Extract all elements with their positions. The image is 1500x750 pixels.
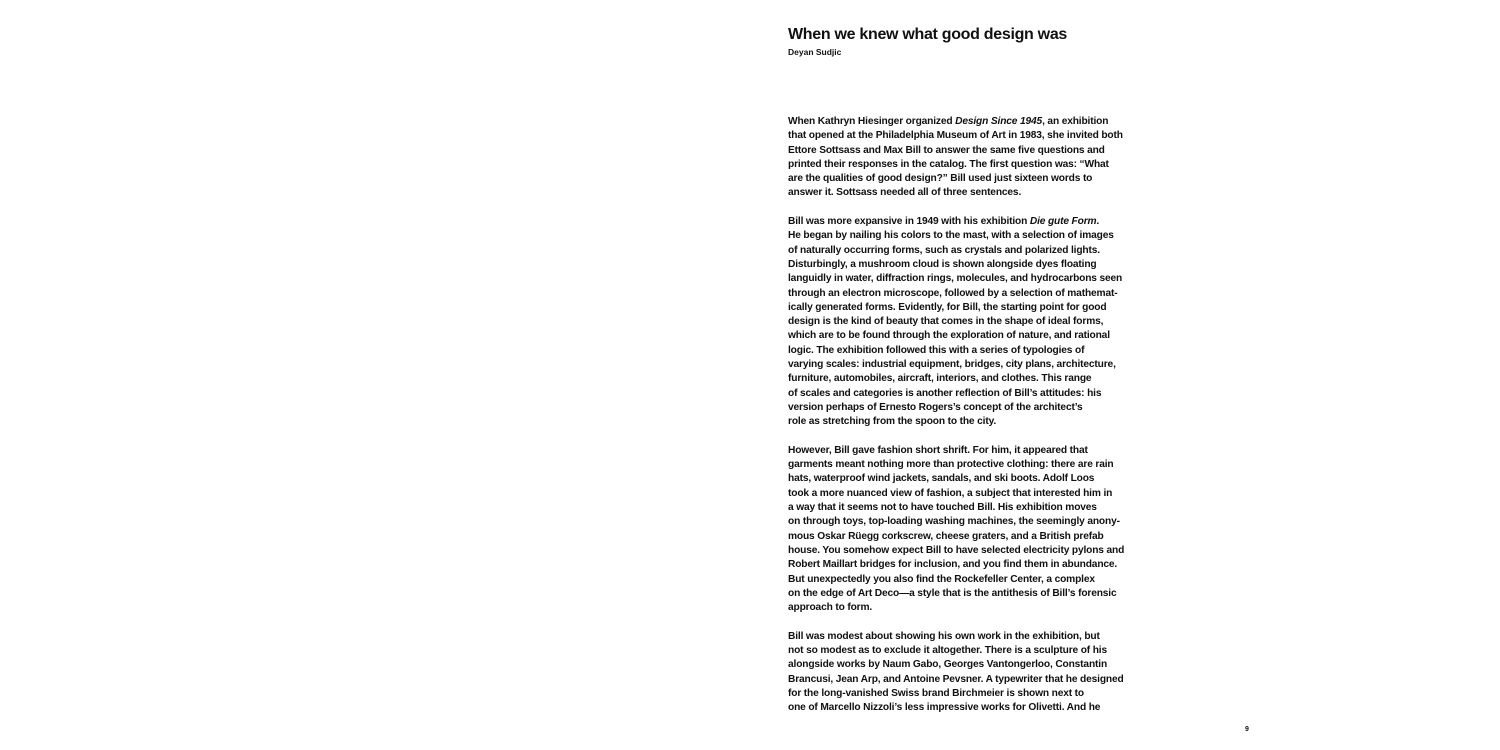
body-text-segment: answer it. Sottsass needed all of three sentences. [788, 187, 1022, 199]
body-line [788, 573, 1148, 587]
body-text-segment: furniture, automobiles, aircraft, interiors, and clothes. This range [788, 373, 1092, 385]
body-line [788, 287, 1148, 301]
body-text-segment: not so modest as to exclude it altogether. There is a sculpture of his [788, 644, 1107, 656]
body-text-segment: Bill was more expansive in 1949 with his exhibition [788, 216, 1030, 228]
body-text-segment: on through toys, top-loading washing machines, the seemingly anony- [788, 516, 1120, 528]
body-line [788, 329, 1148, 343]
body-text-segment: hats, waterproof wind jackets, sandals, and ski boots. Adolf Loos [788, 473, 1095, 485]
body-line [788, 458, 1148, 472]
article-body [788, 115, 1148, 715]
body-line [788, 144, 1148, 158]
body-text-segment: a way that it seems not to have touched Bill. His exhibition moves [788, 502, 1097, 514]
body-text-segment: are the qualities of good design?” Bill used just sixteen words to [788, 173, 1093, 185]
body-text-segment: mous Oskar Rüegg corkscrew, cheese graters, and a British prefab [788, 530, 1104, 542]
body-line [788, 258, 1148, 272]
body-line [788, 658, 1148, 672]
body-text-segment: version perhaps of Ernesto Rogers’s concept of the architect’s [788, 401, 1083, 413]
body-line [788, 530, 1148, 544]
page-number: 9 [1245, 726, 1249, 733]
body-text-segment: on the edge of Art Deco—a style that is the antithesis of Bill’s forensic [788, 587, 1117, 599]
body-line [788, 515, 1148, 529]
body-line [788, 229, 1148, 243]
body-text-segment: for the long-vanished Swiss brand Birchmeier is shown next to [788, 687, 1084, 699]
body-text-segment: Disturbingly, a mushroom cloud is shown alongside dyes floating [788, 258, 1097, 270]
body-text-segment: However, Bill gave fashion short shrift. For him, it appeared that [788, 444, 1088, 456]
body-line [788, 129, 1148, 143]
body-text-segment: approach to form. [788, 602, 873, 614]
body-text-segment: design is the kind of beauty that comes in the shape of ideal forms, [788, 316, 1104, 328]
paragraph-gap [788, 430, 1148, 444]
body-text-segment: . [1096, 216, 1100, 228]
body-line [788, 587, 1148, 601]
body-line [788, 644, 1148, 658]
body-text-segment: varying scales: industrial equipment, bridges, city plans, architecture, [788, 359, 1116, 371]
body-line [788, 673, 1148, 687]
body-text-segment: which are to be found through the exploration of nature, and rational [788, 330, 1110, 342]
body-text-segment: Robert Maillart bridges for inclusion, and you find them in abundance. [788, 559, 1118, 571]
body-line [788, 401, 1148, 415]
body-line [788, 387, 1148, 401]
body-text-segment: one of Marcello Nizzoli’s less impressive works for Olivetti. And he [788, 702, 1101, 714]
body-text-segment: role as stretching from the spoon to the city. [788, 416, 997, 428]
body-line [788, 301, 1148, 315]
body-line [788, 158, 1148, 172]
body-text-segment: alongside works by Naum Gabo, Georges Vantongerloo, Constantin [788, 659, 1108, 671]
body-line [788, 701, 1148, 715]
body-line [788, 630, 1148, 644]
body-line [788, 444, 1148, 458]
body-line [788, 272, 1148, 286]
body-line [788, 115, 1148, 129]
italic-title-text: Design Since 1945 [955, 116, 1043, 127]
body-text-segment: Ettore Sottsass and Max Bill to answer the same five questions and [788, 144, 1105, 156]
body-text-segment: printed their responses in the catalog. The first question was: “What [788, 158, 1109, 170]
body-line [788, 244, 1148, 258]
body-line [788, 415, 1148, 429]
body-line [788, 544, 1148, 558]
body-line [788, 186, 1148, 200]
italic-title-text: Die gute Form [1029, 216, 1097, 228]
body-text-segment: of naturally occurring forms, such as crystals and polarized lights. [788, 244, 1100, 256]
body-line [788, 487, 1148, 501]
body-text-segment: logic. The exhibition followed this with a series of typologies of [788, 344, 1085, 356]
body-line [788, 501, 1148, 515]
body-text-segment: that opened at the Philadelphia Museum of Art in 1983, she invited both [788, 130, 1123, 142]
body-text-segment: But unexpectedly you also find the Rockefeller Center, a complex [788, 573, 1095, 585]
body-text-segment: When Kathryn Hiesinger organized [788, 116, 956, 127]
article-title: When we knew what good design was [788, 26, 1068, 43]
body-text-segment: through an electron microscope, followed by a selection of mathemat- [788, 287, 1118, 299]
body-line [788, 372, 1148, 386]
body-line [788, 687, 1148, 701]
paragraph-gap [788, 615, 1148, 629]
body-text-segment: took a more nuanced view of fashion, a subject that interested him in [788, 487, 1113, 499]
body-line [788, 215, 1148, 229]
body-line [788, 558, 1148, 572]
body-text-segment: garments meant nothing more than protective clothing: there are rain [788, 459, 1114, 471]
body-text-segment: , an exhibition [1042, 116, 1109, 127]
body-text-segment: ically generated forms. Evidently, for Bill, the starting point for good [788, 301, 1107, 313]
body-line [788, 601, 1148, 615]
body-line [788, 315, 1148, 329]
body-text-segment: He began by nailing his colors to the mast, with a selection of images [788, 230, 1114, 242]
body-line [788, 344, 1148, 358]
body-line [788, 472, 1148, 486]
body-text-segment: Bill was modest about showing his own work in the exhibition, but [788, 630, 1100, 642]
body-text-segment: Brancusi, Jean Arp, and Antoine Pevsner. A typewriter that he designed [788, 673, 1124, 685]
body-text-segment: of scales and categories is another reflection of Bill’s attitudes: his [788, 387, 1102, 399]
body-text-segment: house. You somehow expect Bill to have selected electricity pylons and [788, 544, 1125, 556]
body-text-segment: languidly in water, diffraction rings, molecules, and hydrocarbons seen [788, 273, 1123, 285]
body-line [788, 358, 1148, 372]
paragraph-gap [788, 201, 1148, 215]
article-author: Deyan Sudjic [788, 47, 842, 57]
body-line [788, 172, 1148, 186]
